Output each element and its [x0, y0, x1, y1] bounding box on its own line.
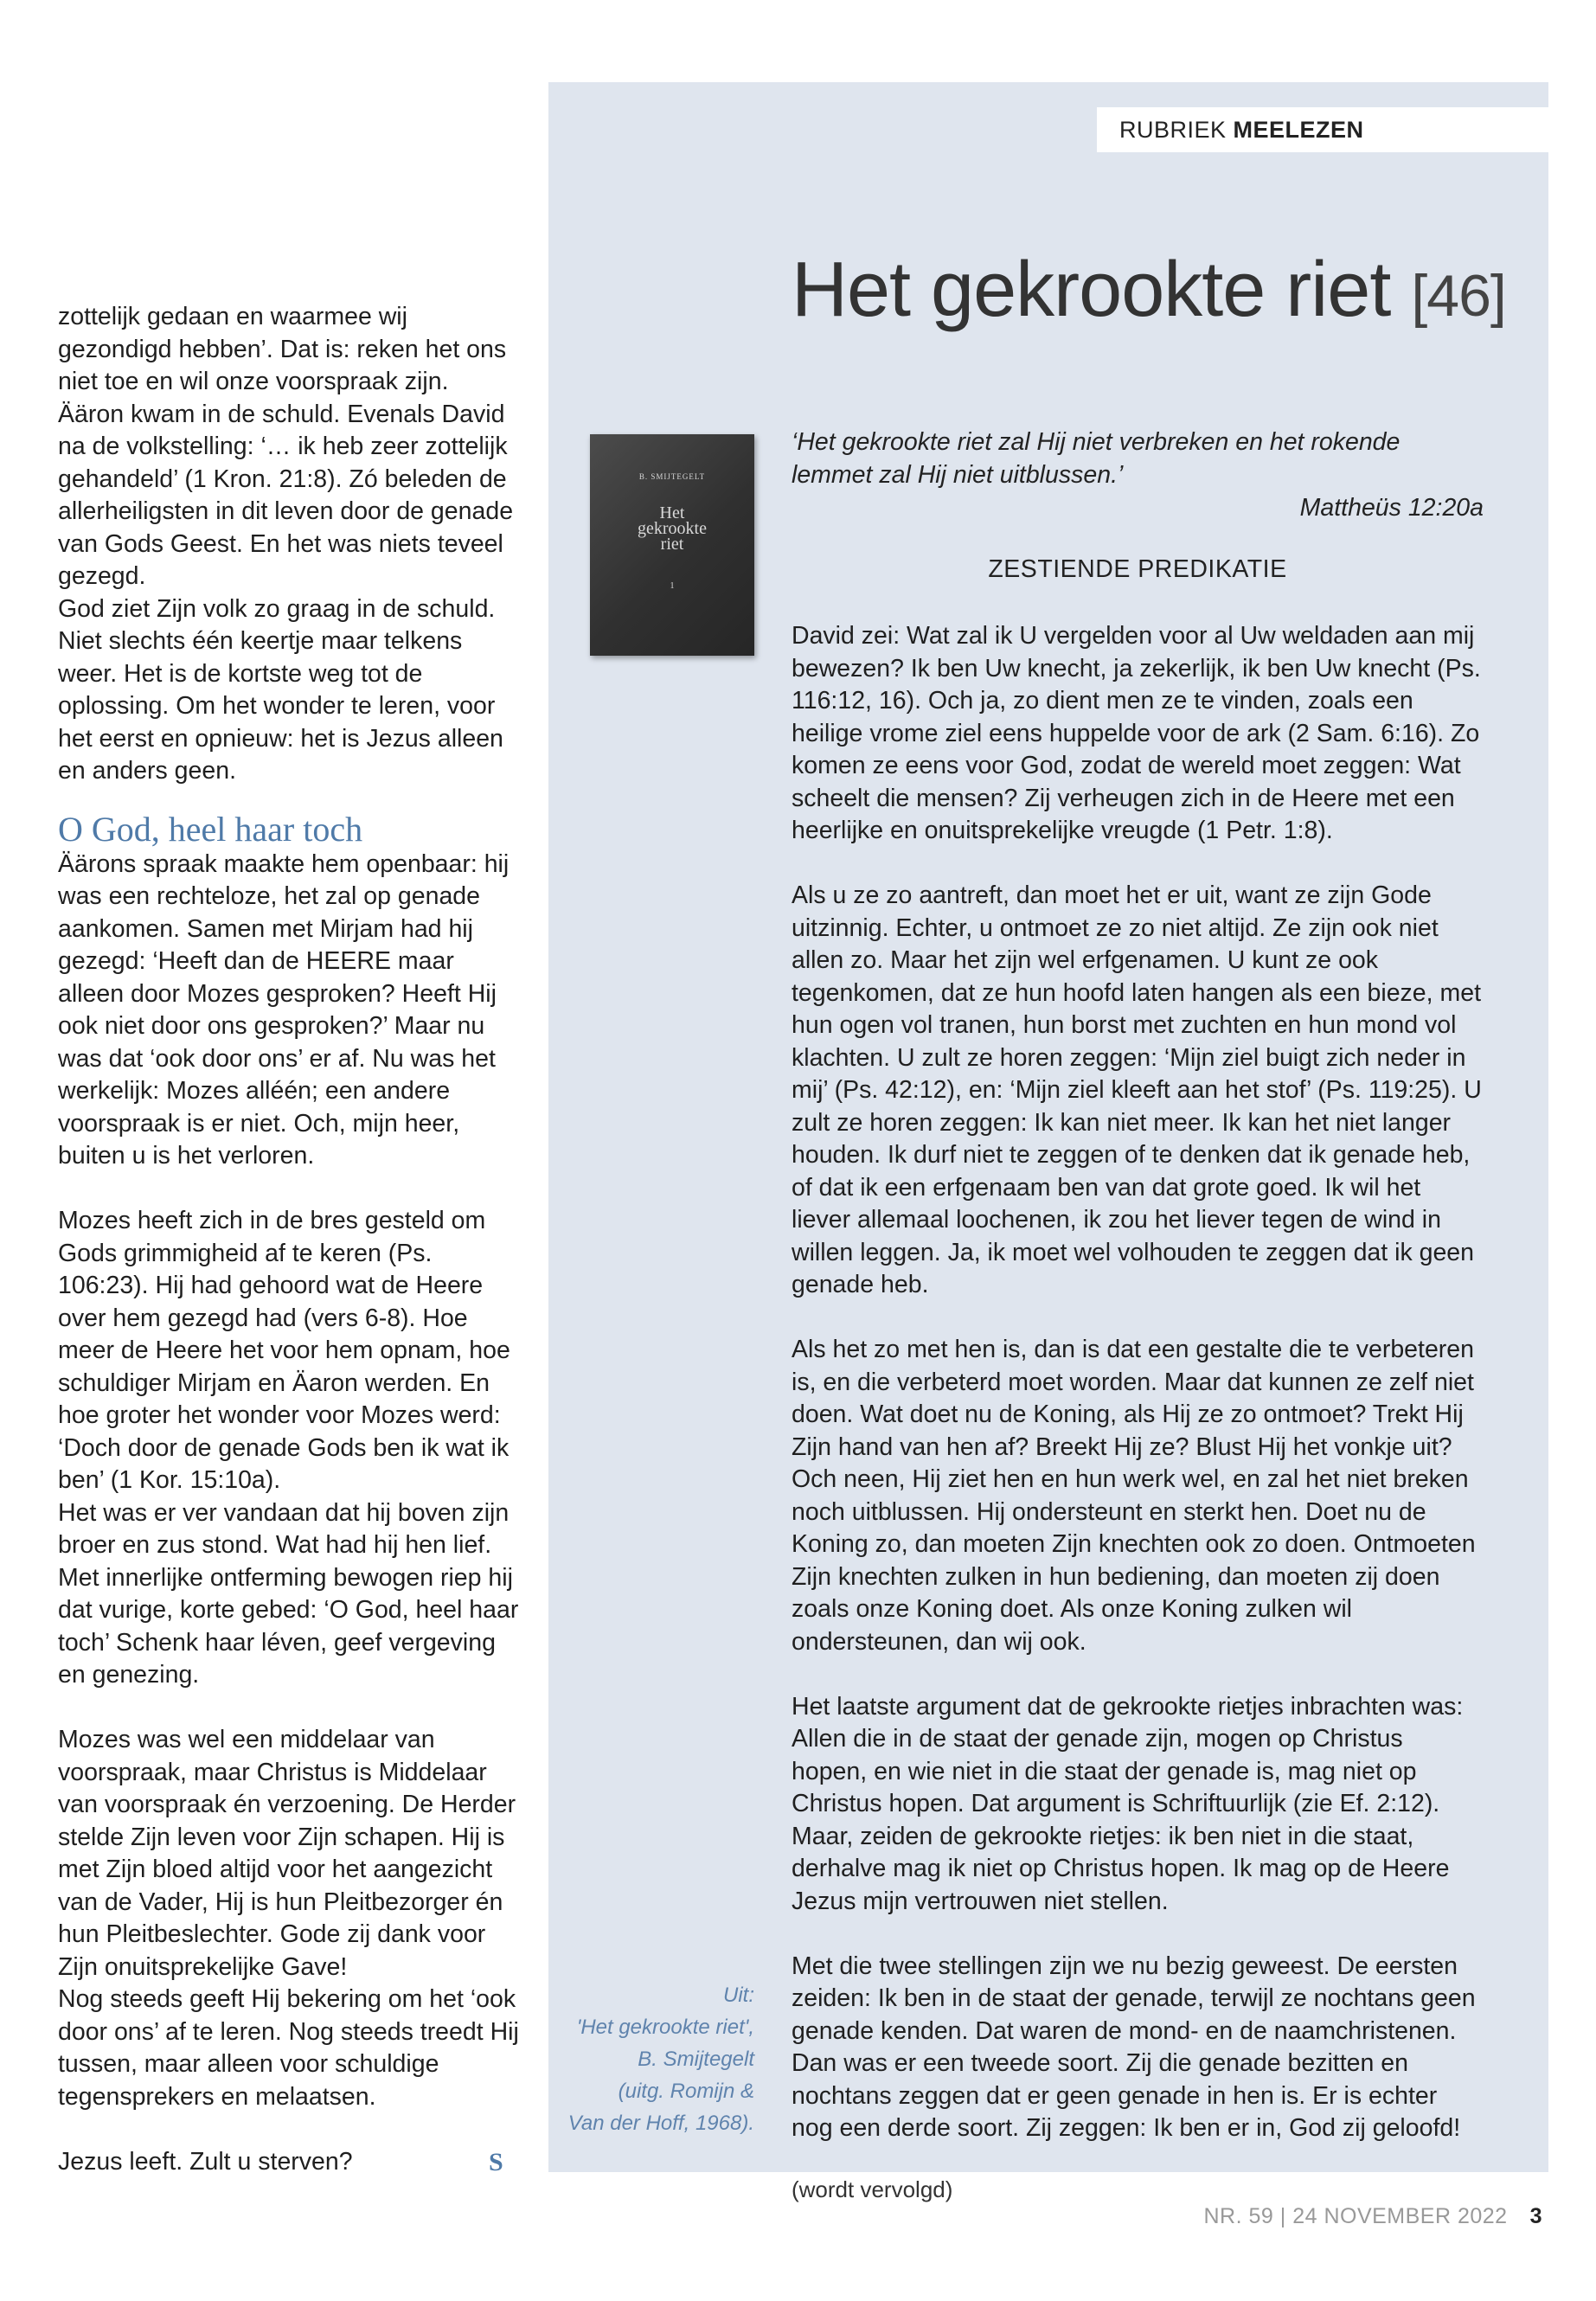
left-column [58, 301, 525, 2178]
right-paragraph: Als het zo met hen is, dan is dat een gestalte die te verbeteren is, en die verbeterd moet worden. Maar dat kunnen ze zelf niet doen. Wat doet nu de Koning, als Hij ze zo ontmoet? Trekt Hij Zijn hand van hen af? Breekt Hij ze? Blust Hij het vonkje uit? Och neen, Hij ziet hen en hun werk wel, en zal het niet breken noch uitblussen. Hij ondersteunt en sterkt hen. Doet nu de Koning zo, dan moeten Zijn knechten ook zo doen. Ontmoeten Zijn knechten zulken in hun bediening, dan moeten zij doen zoals onze Koning doet. Als onze Koning zulken wil ondersteunen, dan wij ook. [792, 1336, 1476, 1656]
left-paragraph: God ziet Zijn volk zo graag in de schuld. Niet slechts één keertje maar telkens weer. Het is de kortste weg tot de oplossing. Om het wonder te leren, voor het eerst en opnieuw: het is Jezus alleen en anders geen. [58, 594, 503, 785]
left-paragraph: Mozes heeft zich in de bres gesteld om Gods grimmigheid af te keren (Ps. 106:23). Hij had gehoord wat de Heere over hem gezegd had (vers 6-8). Hoe meer de Heere het voor hem opnam, hoe schuldiger Mirjam en Äaron werden. En hoe groter het wonder voor Mozes werd: ‘Doch door de genade Gods ben ik wat ik ben’ (1 Kor. 15:10a). [58, 1207, 510, 1494]
quote-source: Mattheüs 12:20a [1299, 494, 1484, 522]
article-title [792, 249, 1506, 331]
book-cover-title: Het gekrookte riet [638, 503, 707, 554]
page-number: 3 [1529, 2204, 1542, 2228]
quote-text: ‘Het gekrookte riet zal Hij niet verbreken en het rokende lemmet zal Hij niet uitblussen.’ [792, 428, 1401, 489]
article-title-number: [46] [1411, 263, 1506, 329]
article-title-text: Het gekrookte riet [792, 247, 1391, 333]
page-footer [1204, 2204, 1543, 2229]
issue-info: NR. 59 | 24 NOVEMBER 2022 [1203, 2204, 1508, 2228]
end-mark-icon: S [489, 2147, 503, 2176]
section-heading: O God, heel haar toch [58, 809, 363, 849]
to-be-continued: (wordt vervolgd) [792, 2176, 953, 2202]
closing-line [58, 2146, 525, 2179]
right-paragraph: David zei: Wat zal ik U vergelden voor al Uw weldaden aan mij bewezen? Ik ben Uw knecht, ja zekerlijk, ik ben Uw knecht (Ps. 116:12, 16). Och ja, zo dient men ze te vinden, zoals een heilige vrome ziel eens huppelde voor de ark (2 Sam. 6:16). Zo komen ze eens voor God, zodat de wereld moet zeggen: Wat scheelt die mensen? Zij verheugen zich in de Heere met een heerlijke en onuitsprekelijke vreugde (1 Petr. 1:8). [792, 622, 1481, 844]
book-cover-image [590, 434, 754, 656]
left-paragraph: Nog steeds geeft Hij bekering om het ‘ook door ons’ af te leren. Nog steeds treedt Hij tussen, maar alleen voor schuldige tegensprekers en melaatsen. [58, 1985, 519, 2111]
book-cover-mark: 1 [670, 581, 675, 591]
right-paragraph: Als u ze zo aantreft, dan moet het er uit, want ze zijn Gode uitzinnig. Echter, u ontmoet ze zo niet altijd. Ze zijn ook niet allen zo. Maar het zijn wel erfgenamen. U kunt ze ook tegenkomen, dat ze hun hoofd laten hangen als een bieze, met hun ogen vol tranen, hun borst met zuchten en hun mond vol klachten. U zult ze horen zeggen: ‘Mijn ziel buigt zich neder in mij’ (Ps. 42:12), en: ‘Mijn ziel kleeft aan het stof’ (Ps. 119:25). U zult ze horen zeggen: Ik kan niet meer. Ik kan het niet langer houden. Ik durf niet te zeggen of te denken dat ik genade heb, of dat ik een erfgenaam ben van dat grote goed. Ik wil het liever allemaal loochenen, ik zou het liever tegen de wind in willen leggen. Ja, ik moet wel volhouden te zeggen dat ik geen genade heb. [792, 881, 1482, 1298]
scripture-quote [792, 426, 1484, 524]
sermon-heading: ZESTIENDE PREDIKATIE [988, 555, 1287, 583]
rubric-name: MEELEZEN [1233, 117, 1364, 143]
rubric-label: RUBRIEK [1119, 117, 1227, 143]
left-paragraph: Mozes was wel een middelaar van voorspraak, maar Christus is Middelaar van voorspraak én verzoening. De Herder stelde Zijn leven voor Zijn schapen. Hij is met Zijn bloed altijd voor het aangezicht van de Vader, Hij is hun Pleitbezorger én hun Pleitbeslechter. Gode zij dank voor Zijn onuitsprekelijke Gave! [58, 1726, 516, 1981]
left-paragraph: Äärons spraak maakte hem openbaar: hij was een rechteloze, het zal op genade aankomen. Samen met Mirjam had hij gezegd: ‘Heeft dan de HEERE maar alleen door Mozes gesproken? Heeft Hij ook niet door ons gesproken?’ Maar nu was dat ‘ook door ons’ er af. Nu was het werkelijk: Mozes alléén; een andere voorspraak is er niet. Och, mijn heer, buiten u is het verloren. [58, 849, 510, 1170]
left-paragraph: zottelijk gedaan en waarmee wij gezondigd hebben’. Dat is: reken het ons niet toe en wil onze voorspraak zijn. [58, 303, 507, 395]
closing-text: Jezus leeft. Zult u sterven? [58, 2147, 353, 2176]
right-column [792, 620, 1484, 2239]
right-paragraph: Met die twee stellingen zijn we nu bezig geweest. De eersten zeiden: Ik ben in de staat der genade, terwijl ze nochtans geen genade kenden. Dat waren de mond- en de naamchristenen. Dan was er een tweede soort. Zij die genade bezitten en nochtans zeggen dat er geen genade in hen is. Er is echter nog een derde soort. Zij zeggen: Ik ben er in, God zij geloofd! [792, 1952, 1476, 2142]
right-paragraph: Het laatste argument dat de gekrookte rietjes inbrachten was: Allen die in de staat der genade zijn, mogen op Christus hopen, en wie niet in die staat der genade is, mag niet op Christus hopen. Dat argument is Schriftuurlijk (zie Ef. 2:12). Maar, zeiden de gekrookte rietjes: ik ben niet in die staat, derhalve mag ik niet op Christus hopen. Ik mag op de Heere Jezus mijn vertrouwen niet stellen. [792, 1692, 1464, 1915]
rubric-header [1097, 107, 1548, 152]
left-paragraph: Ääron kwam in de schuld. Evenals David na de volkstelling: ‘… ik heb zeer zottelijk gehandeld’ (1 Kron. 21:8). Zó beleden de allerheiligsten in dit leven door de genade van Gods Geest. En het was niets teveel gezegd. [58, 400, 514, 590]
left-paragraph: Het was er ver vandaan dat hij boven zijn broer en zus stond. Wat had hij hen lief. Met innerlijke ontferming bewogen riep hij dat vurige, korte gebed: ‘O God, heel haar toch’ Schenk haar léven, geef vergeving en genezing. [58, 1498, 519, 1689]
book-caption: Uit: 'Het gekrookte riet', B. Smijtegelt (uitg. Romijn & Van der Hoff, 1968). [567, 1984, 754, 2135]
book-cover-author: B. SMIJTEGELT [638, 472, 706, 481]
